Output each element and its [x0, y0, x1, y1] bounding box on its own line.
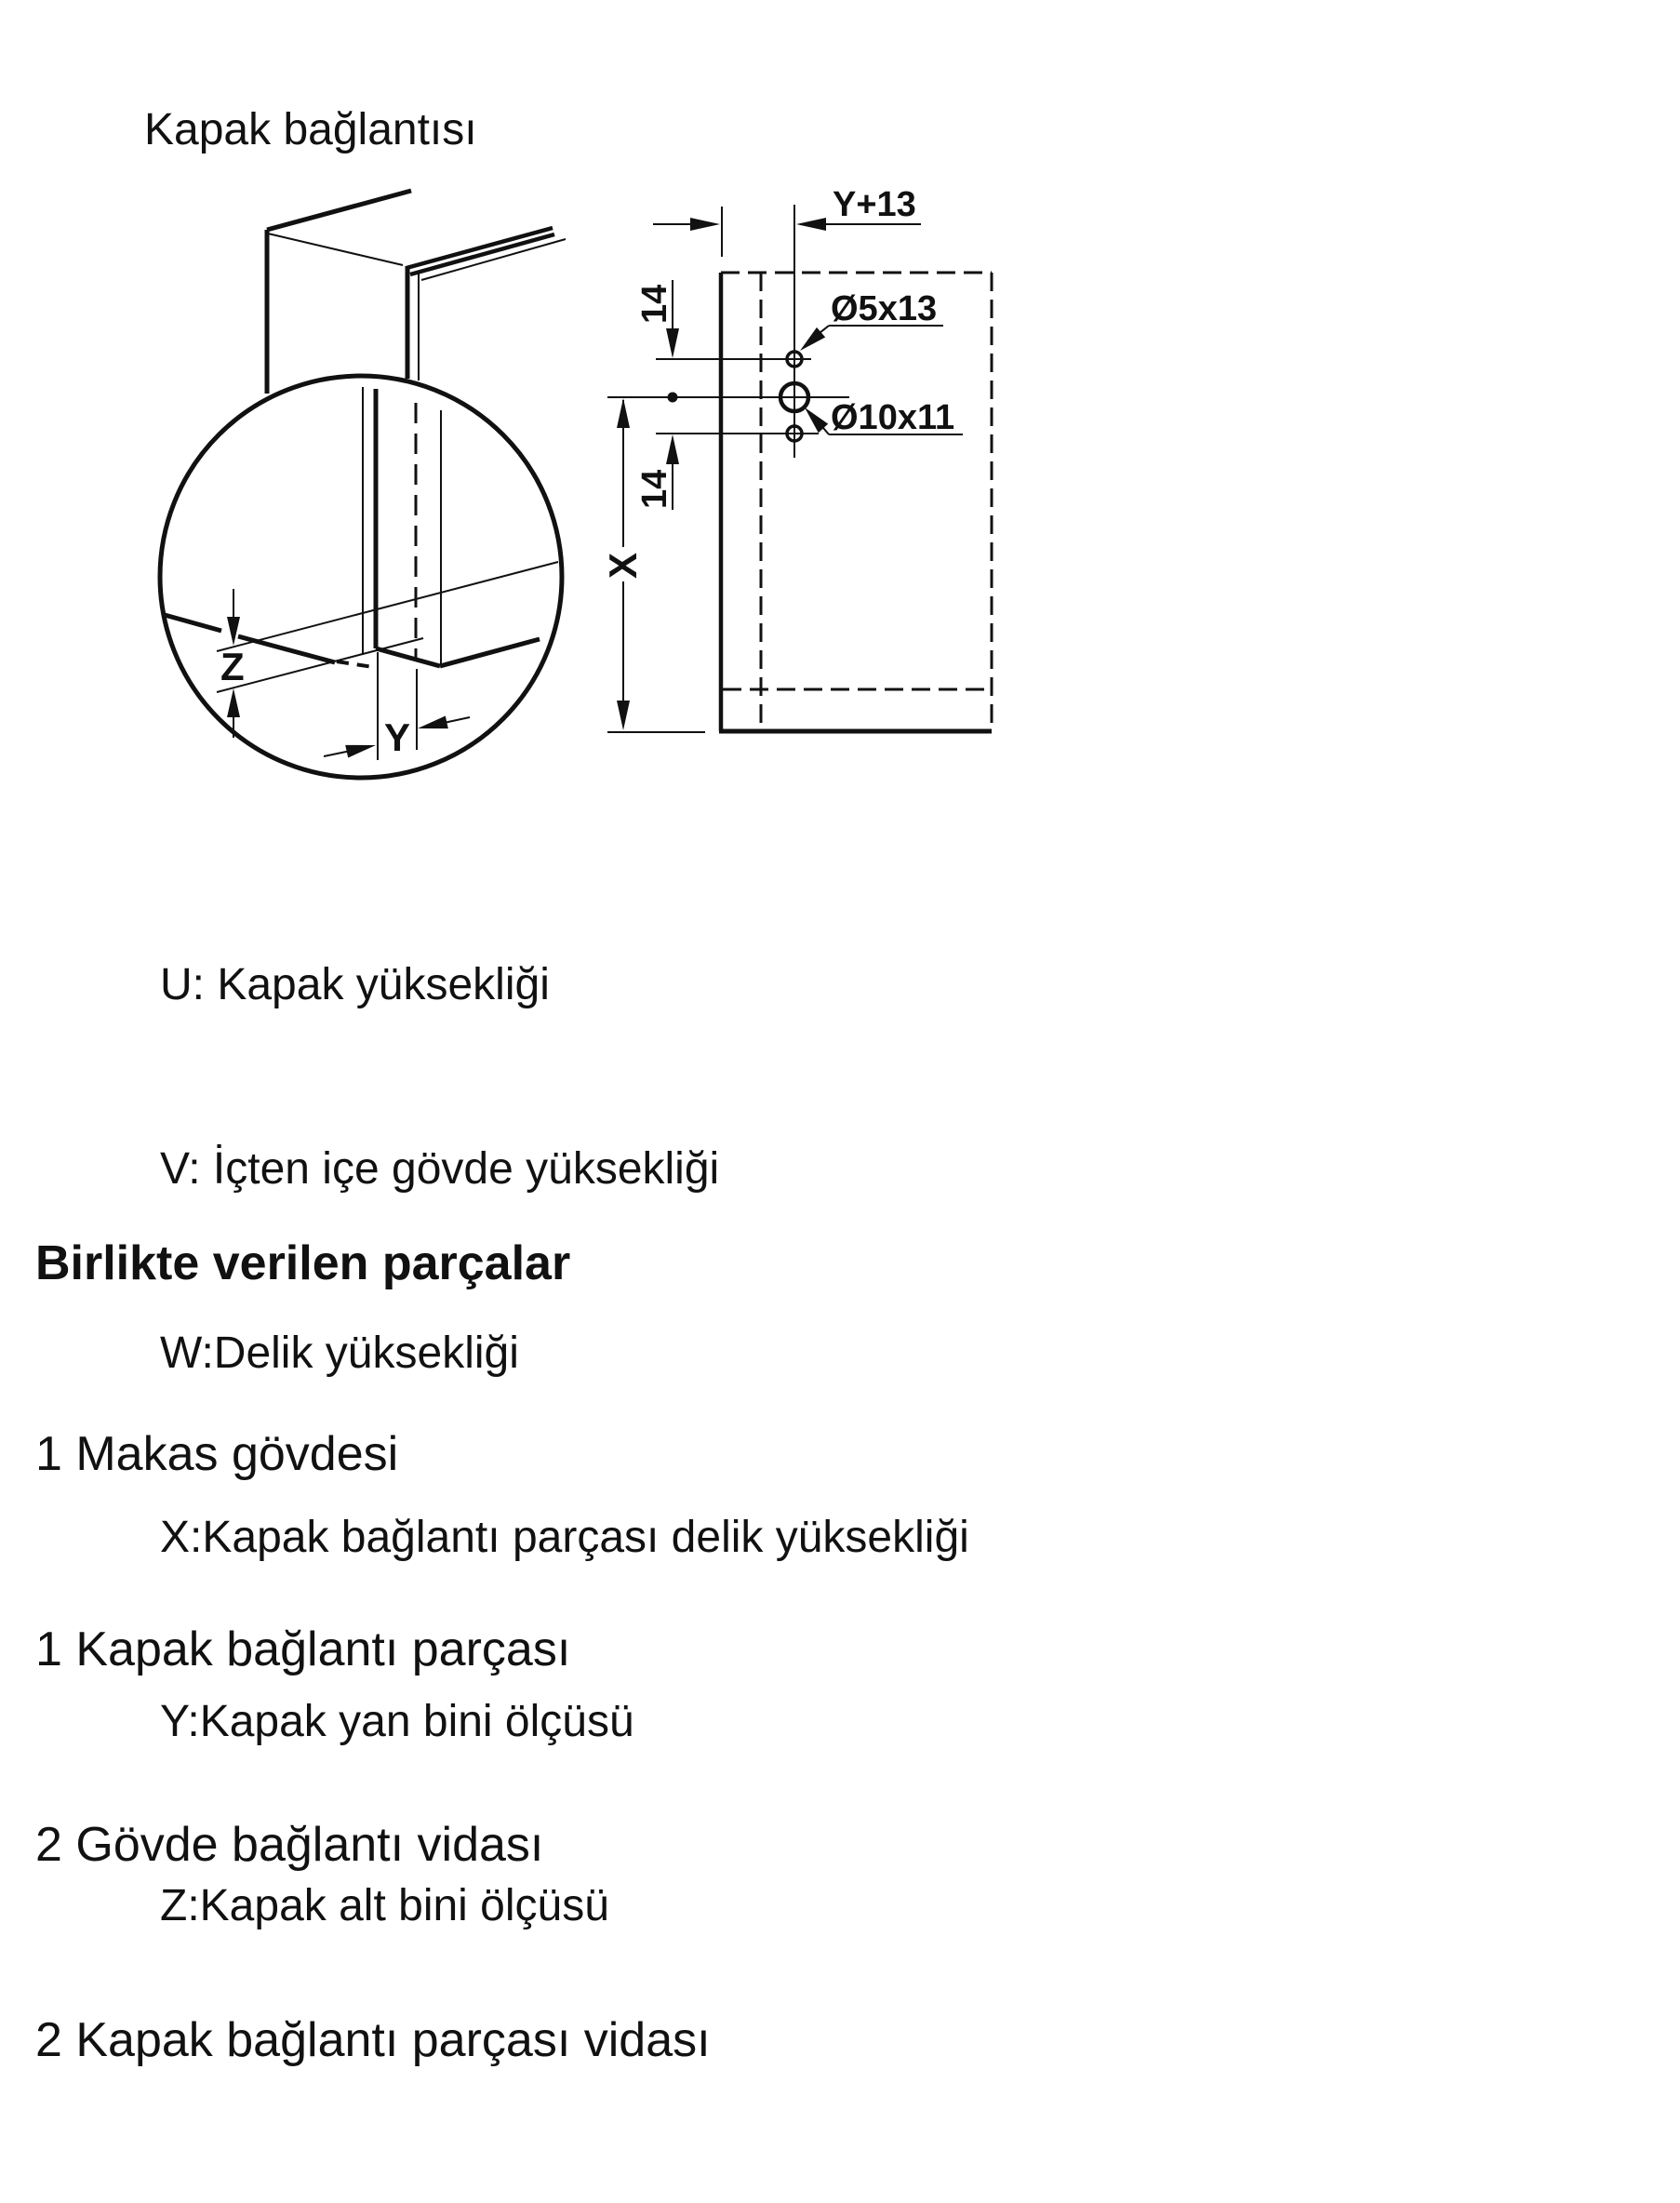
label-y-plus-13: Y+13 [833, 185, 916, 224]
label-hole-large: Ø10x11 [831, 398, 955, 437]
page-title: Kapak bağlantısı [144, 105, 477, 154]
legend-item-u: U: Kapak yüksekliği [160, 960, 550, 1009]
label-14-top: 14 [635, 284, 674, 324]
cabinet-perspective-figure [267, 191, 566, 394]
parts-item: 2 Kapak bağlantı parçası vidası [35, 2013, 711, 2067]
included-parts-heading: Birlikte verilen parçalar [35, 1236, 571, 1290]
drilling-pattern-figure [607, 205, 992, 732]
label-hole-small: Ø5x13 [831, 289, 938, 328]
dimension-origin-dot [668, 393, 678, 403]
legend-item-z: Z:Kapak alt bini ölçüsü [160, 1881, 609, 1930]
leader-hole-small [800, 326, 943, 351]
label-z: Z [220, 645, 245, 688]
parts-item: 1 Makas gövdesi [35, 1427, 399, 1481]
included-parts-list [35, 1291, 711, 2203]
label-x: X [601, 552, 645, 579]
label-14-bottom: 14 [635, 469, 674, 509]
legend-item-x: X:Kapak bağlantı parçası delik yüksekliği [160, 1513, 969, 1562]
parts-item: 2 Gövde bağlantı vidası [35, 1818, 544, 1872]
legend-item-y: Y:Kapak yan bini ölçüsü [160, 1697, 634, 1746]
parts-item: 1 Kapak bağlantı parçası [35, 1622, 571, 1676]
legend-item-v: V: İçten içe gövde yüksekliği [160, 1144, 720, 1194]
label-y: Y [384, 715, 411, 759]
detail-circle-figure [160, 376, 562, 778]
legend-item-w: W:Delik yüksekliği [160, 1328, 519, 1378]
